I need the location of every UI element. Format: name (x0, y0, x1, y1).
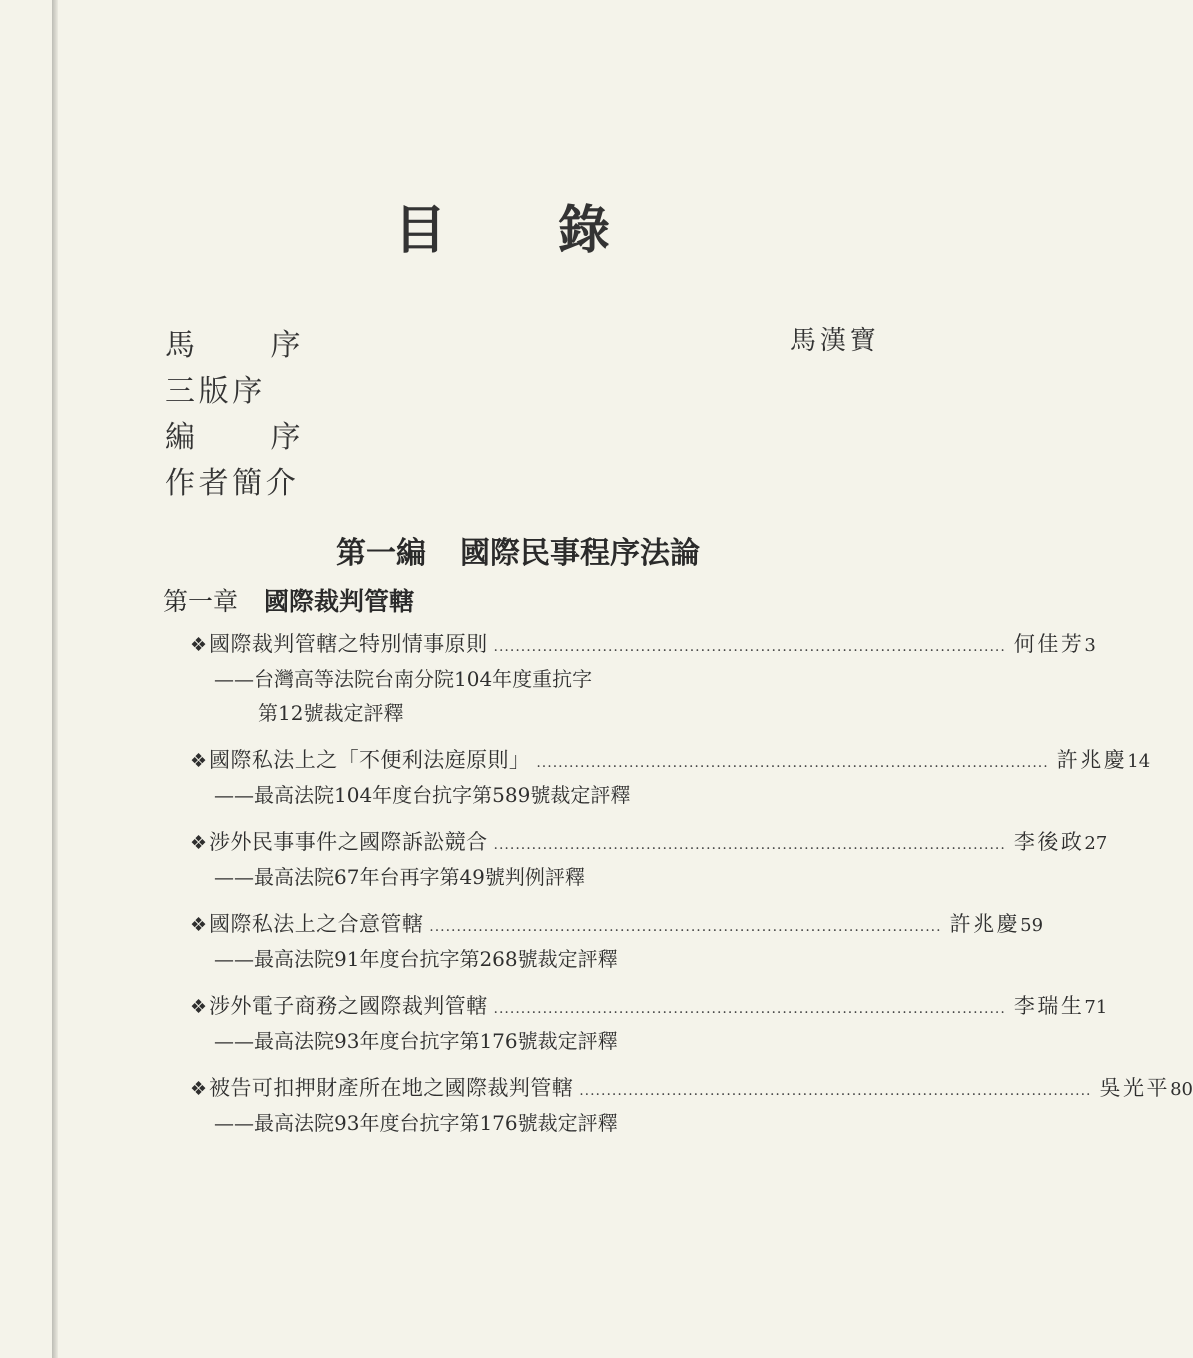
front-matter-item[interactable] (165, 458, 299, 502)
dot-leader: .............................................................................................. (536, 755, 1049, 771)
front-matter-label: 馬 序 (165, 328, 334, 363)
entry-subtitle: ——台灣高等法院台南分院104年度重抗字 (214, 667, 593, 691)
front-matter-author: 馬漢寶 (790, 326, 880, 356)
entry-title: 涉外民事事件之國際訴訟競合 (209, 830, 488, 854)
diamond-bullet-icon: ❖ (190, 832, 208, 854)
entry-page-number: 59 (1020, 915, 1044, 936)
chapter-heading (163, 582, 414, 618)
dot-leader: .............................................................................................. (493, 639, 1006, 655)
entry-page-number: 71 (1084, 997, 1108, 1018)
entry-title: 涉外電子商務之國際裁判管轄 (209, 994, 488, 1018)
toc-entry[interactable] (190, 826, 1108, 894)
diamond-bullet-icon: ❖ (190, 1078, 208, 1100)
entry-author: 許兆慶 (1056, 748, 1128, 772)
entry-subtitle: ——最高法院104年度台抗字第589號裁定評釋 (214, 783, 631, 807)
entry-subtitle: ——最高法院93年度台抗字第176號裁定評釋 (214, 1111, 618, 1135)
entry-subtitle: ——最高法院93年度台抗字第176號裁定評釋 (214, 1029, 618, 1053)
front-matter-item[interactable] (165, 412, 334, 456)
chapter-title: 國際裁判管轄 (264, 587, 415, 616)
toc-entry[interactable] (190, 628, 1096, 730)
entry-author: 李瑞生 (1013, 994, 1085, 1018)
dot-leader: .............................................................................................. (493, 1001, 1006, 1017)
entry-title: 國際私法上之合意管轄 (209, 912, 424, 936)
diamond-bullet-icon: ❖ (190, 996, 208, 1018)
part-number: 第一編 (336, 536, 426, 571)
part-heading (0, 528, 1036, 572)
entry-subtitle: ——最高法院91年度台抗字第268號裁定評釋 (214, 947, 618, 971)
front-matter-item[interactable] (165, 366, 266, 410)
diamond-bullet-icon: ❖ (190, 914, 208, 936)
entry-title: 國際裁判管轄之特別情事原則 (209, 632, 488, 656)
part-title: 國際民事程序法論 (460, 536, 700, 571)
toc-entry[interactable] (190, 990, 1108, 1058)
entry-author: 何佳芳 (1013, 632, 1085, 656)
entry-author: 吳光平 (1099, 1076, 1171, 1100)
entry-page-number: 27 (1084, 833, 1108, 854)
diamond-bullet-icon: ❖ (190, 750, 208, 772)
diamond-bullet-icon: ❖ (190, 634, 208, 656)
dot-leader: .............................................................................................. (429, 919, 942, 935)
entry-subtitle: ——最高法院67年台再字第49號判例評釋 (214, 865, 585, 889)
dot-leader: .............................................................................................. (493, 837, 1006, 853)
entry-page-number: 3 (1084, 635, 1096, 656)
front-matter-label: 三版序 (165, 374, 266, 409)
toc-entry[interactable] (190, 1072, 1193, 1140)
entry-author: 許兆慶 (949, 912, 1021, 936)
toc-entry[interactable] (190, 908, 1044, 976)
entry-page-number: 80 (1170, 1079, 1193, 1100)
entry-author: 李後政 (1013, 830, 1085, 854)
dot-leader: .............................................................................................. (579, 1083, 1092, 1099)
entry-title: 被告可扣押財產所在地之國際裁判管轄 (209, 1076, 574, 1100)
front-matter-label: 作者簡介 (165, 466, 300, 501)
entry-page-number: 14 (1127, 751, 1151, 772)
front-matter-item[interactable] (165, 320, 334, 364)
entry-title: 國際私法上之「不便利法庭原則」 (209, 748, 531, 772)
chapter-number: 第一章 (163, 587, 239, 616)
front-matter-label: 編 序 (165, 420, 334, 455)
toc-entry[interactable] (190, 744, 1151, 812)
page-title: 目 錄 (394, 200, 657, 261)
entry-subtitle: 第12號裁定評釋 (258, 701, 404, 725)
